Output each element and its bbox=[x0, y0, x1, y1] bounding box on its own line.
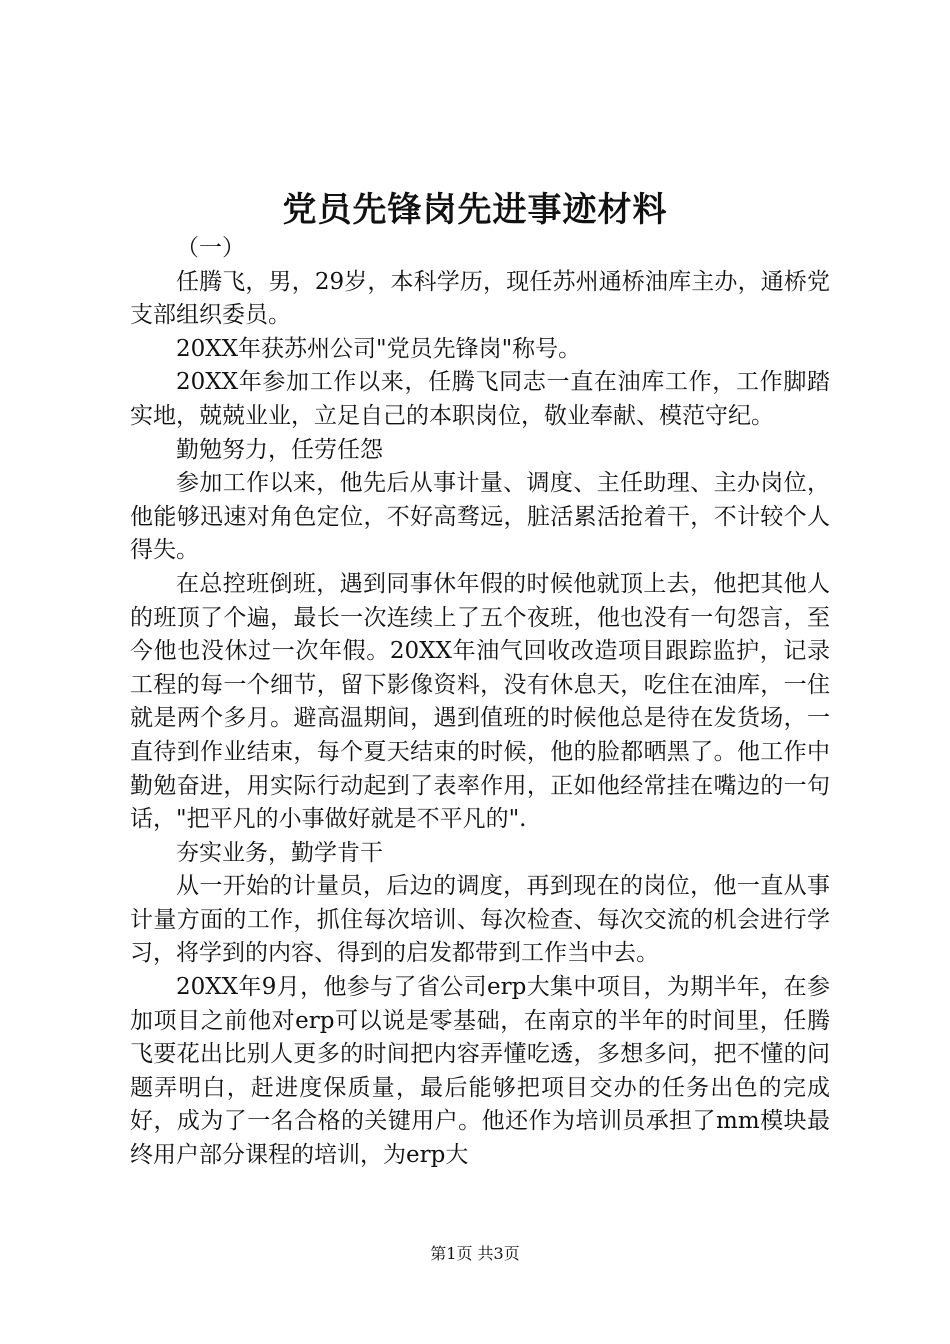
paragraph-erp-project: 20XX年9月，他参与了省公司erp大集中项目，为期半年，在参加项目之前他对erp可以说是零基础，在南京的半年的时间里，任腾飞要花出比别人更多的时间把内容弄懂吃透，多想多问，把不懂的问题弄明白，赶进度保质量，最后能够把项目交办的任务出色的完成好，成为了一名合格的关键用户。他还作为培训员承担了mm模块最终用户部分课程的培训，为erp大 bbox=[130, 974, 830, 1169]
paragraph-shifts: 在总控班倒班，遇到同事休年假的时候他就顶上去，他把其他人的班顶了个遍，最长一次连续上了五个夜班，他也没有一句怨言，至今他也没休过一次年假。20XX年油气回收改造项目跟踪监护，记录工程的每一个细节，留下影像资料，没有休息天，吃住在油库，一住就是两个多月。避高温期间，遇到值班的时候他总是待在发货场，一直待到作业结束，每个夏天结束的时候，他的脸都晒黑了。他工作中勤勉奋进，用实际行动起到了表率作用，正如他经常挂在嘴边的一句话，"把平凡的小事做好就是不平凡的". bbox=[130, 570, 830, 833]
paragraph-overview: 20XX年参加工作以来，任腾飞同志一直在油库工作，工作脚踏实地，兢兢业业，立足自己的本职岗位，敬业奉献、模范守纪。 bbox=[130, 369, 830, 429]
document-body bbox=[130, 232, 830, 1173]
paragraph-profile: 任腾飞，男，29岁，本科学历，现任苏州通桥油库主办，通桥党支部组织委员。 bbox=[130, 268, 830, 329]
paragraph-learning: 从一开始的计量员，后边的调度，再到现在的岗位，他一直从事计量方面的工作，抓住每次培训、每次检查、每次交流的机会进行学习，将学到的内容、得到的启发都带到工作当中去。 bbox=[130, 873, 830, 967]
paragraph-award: 20XX年获苏州公司"党员先锋岗"称号。 bbox=[176, 335, 582, 362]
page-number-footer: 第1页 共3页 bbox=[430, 1244, 520, 1263]
paragraph-heading-skills: 夯实业务，勤学肯干 bbox=[176, 839, 383, 866]
document-title: 党员先锋岗先进事迹材料 bbox=[282, 190, 668, 230]
paragraph-heading-diligence: 勤勉努力，任劳任怨 bbox=[176, 436, 383, 463]
paragraph-section-number: （一） bbox=[176, 235, 245, 261]
paragraph-positions: 参加工作以来，他先后从事计量、调度、主任助理、主办岗位，他能够迅速对角色定位，不好高骛远，脏活累活抢着干，不计较个人得失。 bbox=[130, 470, 830, 564]
